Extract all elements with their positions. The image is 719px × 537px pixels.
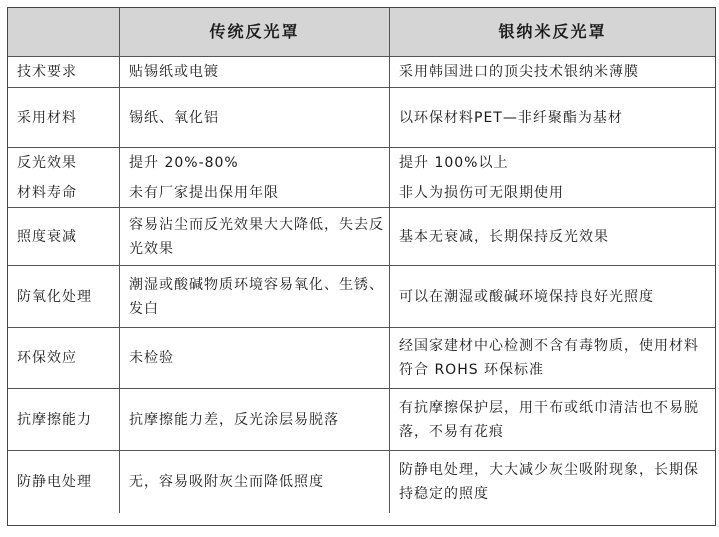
nano-cell: 以环保材料PET—非纤聚酯为基材 [390, 88, 715, 148]
row-label: 环保效应 [8, 328, 120, 389]
traditional-cell: 容易沾尘而反光效果大大降低，失去反光效果 [120, 208, 390, 266]
nano-cell: 防静电处理，大大减少灰尘吸附现象，长期保持稳定的照度 [399, 462, 699, 502]
traditional-cell: 无，容易吸附灰尘而降低照度 [120, 451, 390, 513]
traditional-cell: 未检验 [120, 328, 390, 389]
header-nano: 银纳米反光罩 [390, 8, 715, 57]
header-traditional: 传统反光罩 [120, 8, 390, 57]
traditional-cell: 潮湿或酸碱物质环境容易氧化、生锈、发白 [120, 266, 390, 328]
traditional-cell: 贴锡纸或电镀 [120, 57, 390, 88]
row-label: 防静电处理 [8, 451, 120, 513]
nano-cell: 基本无衰减，长期保持反光效果 [390, 208, 715, 266]
traditional-cell: 抗摩擦能力差，反光涂层易脱落 [120, 389, 390, 451]
row-label: 防氧化处理 [8, 266, 120, 328]
traditional-cell: 未有厂家提出保用年限 [120, 178, 390, 208]
row-label: 照度衰减 [8, 208, 120, 266]
row-label: 反光效果 [8, 148, 120, 178]
nano-cell: 采用韩国进口的顶尖技术银纳米薄膜 [390, 57, 715, 88]
row-label: 采用材料 [8, 88, 120, 148]
nano-cell: 非人为损伤可无限期使用 [390, 178, 715, 208]
nano-cell: 提升 100%以上 [399, 155, 509, 171]
nano-cell: 经国家建材中心检测不含有毒物质，使用材料符合 ROHS 环保标准 [390, 328, 715, 389]
traditional-cell: 锡纸、氧化铝 [120, 88, 390, 148]
row-label: 抗摩擦能力 [8, 389, 120, 451]
traditional-cell: 提升 20%-80% [120, 148, 390, 178]
header-blank-cell [8, 8, 120, 57]
comparison-table [7, 7, 716, 526]
nano-cell: 可以在潮湿或酸碱环境保持良好光照度 [390, 266, 715, 328]
row-label: 技术要求 [8, 57, 120, 88]
row-label: 材料寿命 [8, 178, 120, 208]
nano-cell: 有抗摩擦保护层，用干布或纸巾清洁也不易脱落，不易有花痕 [390, 389, 715, 451]
